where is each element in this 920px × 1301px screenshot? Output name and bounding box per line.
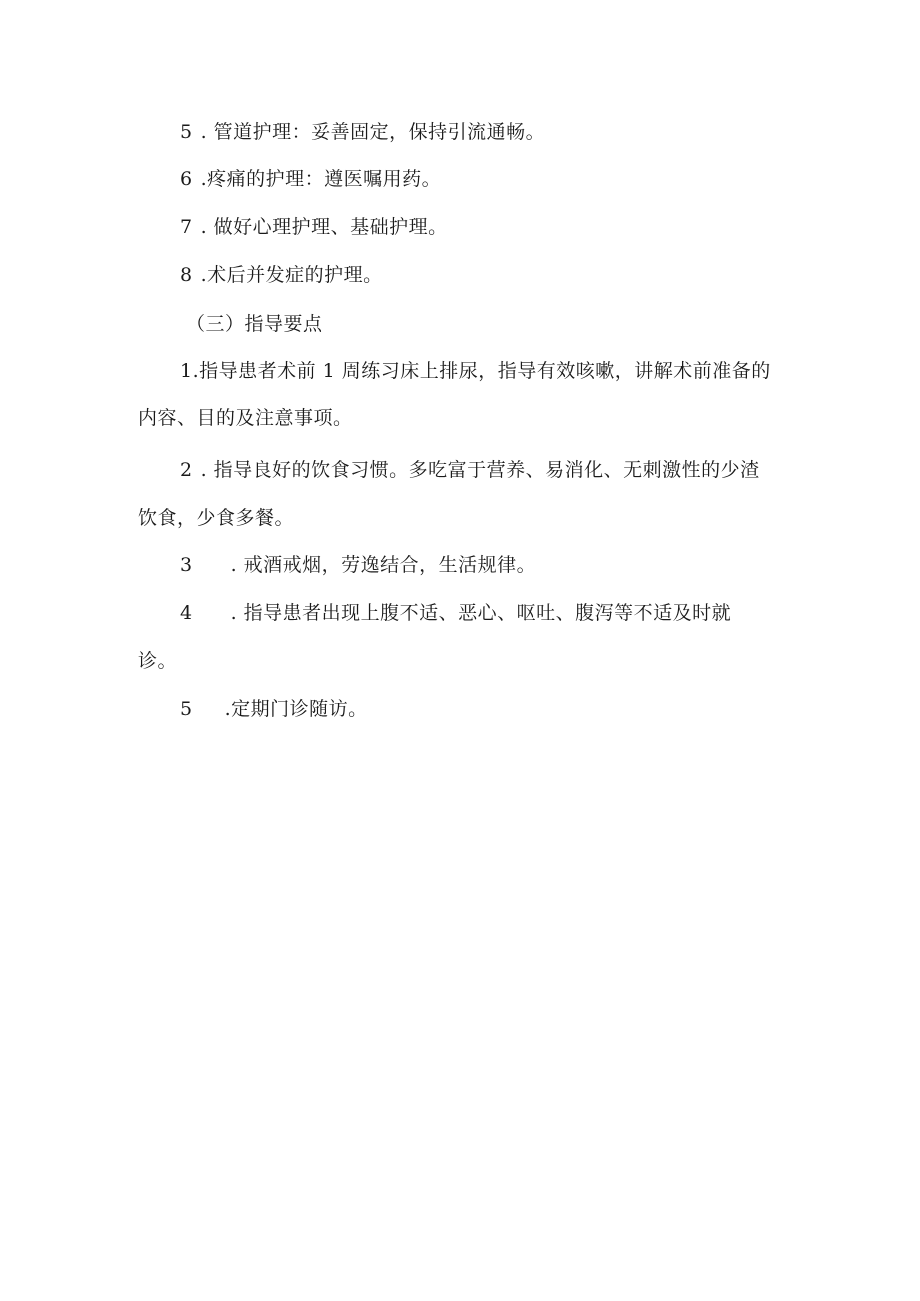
- list-item: [180, 697, 368, 721]
- item-text: . 戒酒戒烟，劳逸结合，生活规律。: [230, 554, 537, 576]
- item-text: . 做好心理护理、基础护理。: [200, 216, 448, 238]
- guide-item-line1: 1.指导患者术前 1 周练习床上排尿，指导有效咳嗽，讲解术前准备的: [180, 360, 771, 382]
- item-text: . 管道护理：妥善固定，保持引流通畅。: [200, 121, 546, 143]
- list-item: [180, 215, 448, 239]
- item-text: . 指导患者出现上腹不适、恶心、呕吐、腹泻等不适及时就: [230, 602, 732, 624]
- item-number: 5: [180, 121, 193, 143]
- list-item: [180, 553, 536, 577]
- item-number: 2: [180, 459, 193, 481]
- guide-item-line2: 诊。: [138, 650, 178, 672]
- list-item: [180, 601, 731, 625]
- list-item: [180, 120, 545, 144]
- item-text: .定期门诊随访。: [224, 698, 368, 720]
- item-number: 4: [180, 602, 193, 624]
- list-item: [180, 263, 383, 287]
- guide-item-line2: 饮食，少食多餐。: [138, 507, 295, 529]
- item-number: 5: [180, 698, 193, 720]
- item-number: 8: [180, 264, 193, 286]
- list-item: [180, 167, 441, 191]
- item-number: 7: [180, 216, 193, 238]
- item-number: 6: [180, 168, 193, 190]
- item-text: .疼痛的护理：遵医嘱用药。: [200, 168, 442, 190]
- item-text: .术后并发症的护理。: [200, 264, 383, 286]
- guide-item-line2: 内容、目的及注意事项。: [138, 407, 353, 429]
- section-heading: （三）指导要点: [186, 313, 323, 335]
- item-text: . 指导良好的饮食习惯。多吃富于营养、易消化、无刺激性的少渣: [200, 459, 760, 481]
- list-item: [180, 458, 760, 482]
- item-number: 3: [180, 554, 193, 576]
